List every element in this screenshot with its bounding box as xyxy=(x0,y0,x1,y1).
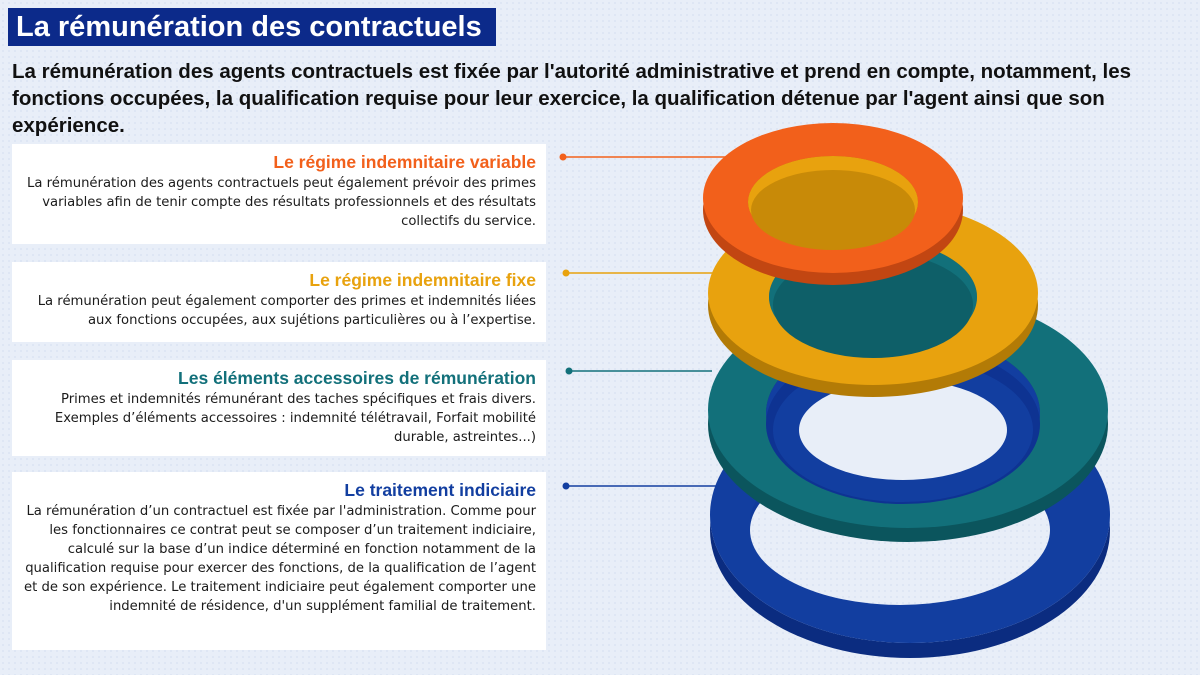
ring-indemnitaire-variable xyxy=(703,123,963,285)
section-title-accessoires: Les éléments accessoires de rémunération xyxy=(178,368,536,388)
section-text-fixe: La rémunération peut également comporter des primes et indemnités liées aux fonctions occupées, aux sujétions particulières ou à l’expertise. xyxy=(37,294,536,328)
intro-text: La rémunération des agents contractuels est fixée par l'autorité administrative et prend en compte, notamment, les fonctions occupées, la qualification requise pour leur exercice, la qualification détenue par l'agent ainsi que son expérience. xyxy=(12,60,1132,137)
section-text-accessoires: Primes et indemnités rémunérant des taches spécifiques et frais divers. Exemples d’éléments accessoires : indemnité télétravail, Forfait mobilité durable, astreintes...) xyxy=(54,392,536,445)
page-title: La rémunération des contractuels xyxy=(8,8,496,46)
section-title-variable: Le régime indemnitaire variable xyxy=(273,152,536,172)
section-text-variable: La rémunération des agents contractuels peut également prévoir des primes variables afin de tenir compte des résultats professionnels et des résultats collectifs du service. xyxy=(27,176,536,229)
section-title-traitement: Le traitement indiciaire xyxy=(344,480,536,500)
stacked-rings-diagram xyxy=(640,120,1200,675)
section-text-traitement: La rémunération d’un contractuel est fixée par l'administration. Comme pour les fonctionnaires ce contrat peut se composer d’un traitement indiciaire, calculé sur la base d’un indice déterminé en fonction notamment de la qualification requise pour exercer des fonctions, de la qualification de l’agent et de son expérience. Le traitement indiciaire peut également comporter une indemnité de résidence, d'un supplément familial de traitement. xyxy=(24,504,536,614)
section-title-fixe: Le régime indemnitaire fixe xyxy=(309,270,536,290)
